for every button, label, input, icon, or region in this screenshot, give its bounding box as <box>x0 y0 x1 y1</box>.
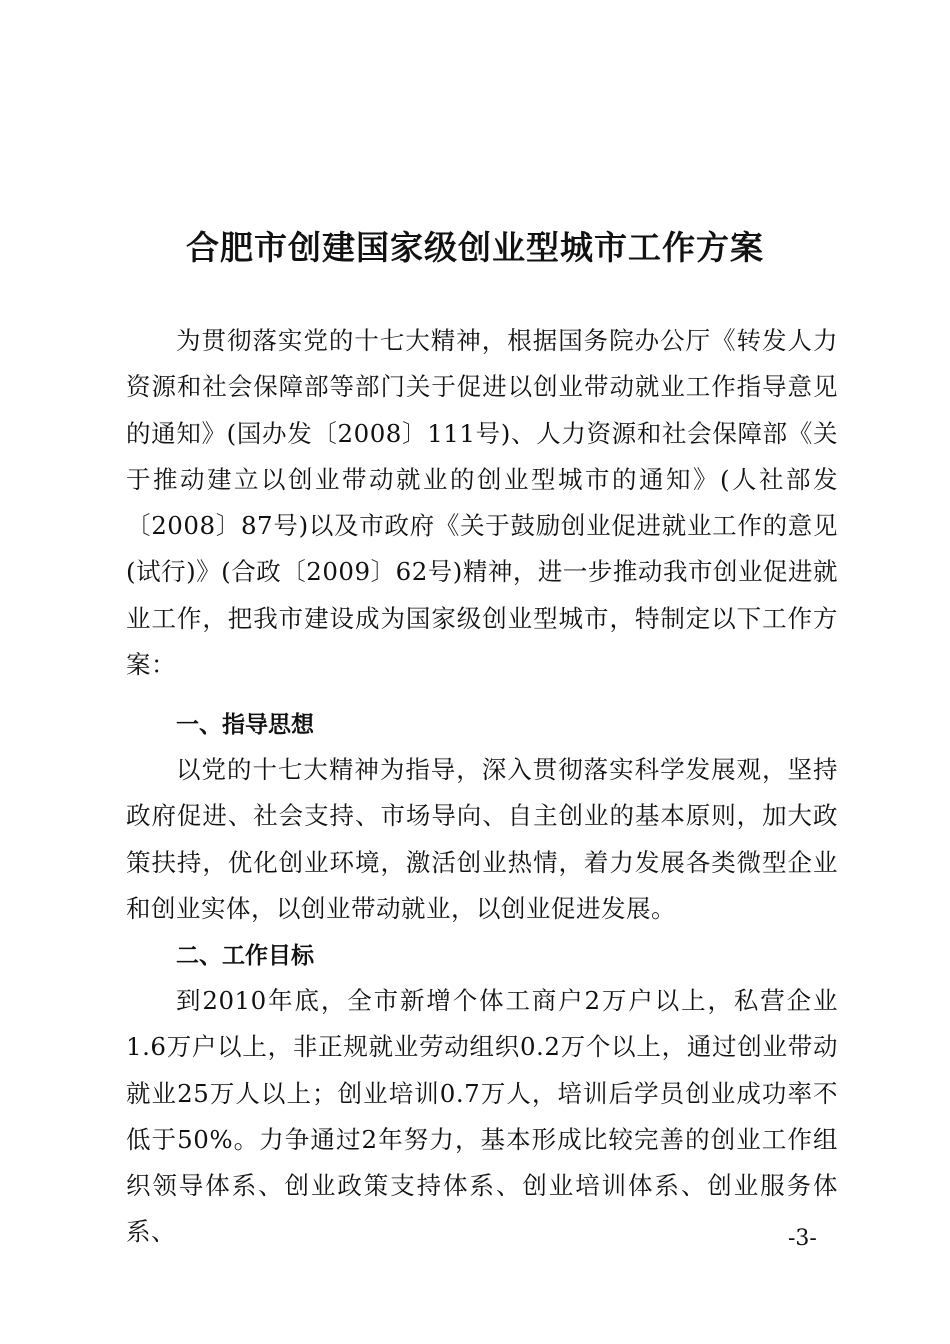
guiding-thought-paragraph: 以党的十七大精神为指导，深入贯彻落实科学发展观，坚持政府促进、社会支持、市场导向、自主创业的基本原则，加大政策扶持，优化创业环境，激活创业热情，着力发展各类微型企业和创业实体，以创业带动就业，以创业促进发展。 <box>126 755 838 923</box>
document-title: 合肥市创建国家级创业型城市工作方案 <box>186 228 764 267</box>
page-number: -3- <box>788 1226 817 1251</box>
intro-paragraph: 为贯彻落实党的十七大精神，根据国务院办公厅《转发人力资源和社会保障部等部门关于促进以创业带动就业工作指导意见的通知》(国办发〔2008〕111号)、人力资源和社会保障部《关于推动建立以创业带动就业的创业型城市的通知》(人社部发〔2008〕87号)以及市政府《关于鼓励创业促进就业工作的意见(试行)》(合政〔2009〕62号)精神，进一步推动我市创业促进就业工作，把我市建设成为国家级创业型城市，特制定以下工作方案： <box>126 326 838 680</box>
section-heading-work-goals: 二、工作目标 <box>176 943 314 969</box>
work-goals-paragraph: 到2010年底，全市新增个体工商户2万户以上，私营企业1.6万户以上，非正规就业劳动组织0.2万个以上，通过创业带动就业25万人以上；创业培训0.7万人，培训后学员创业成功率不低于50%。力争通过2年努力，基本形成比较完善的创业工作组织领导体系、创业政策支持体系、创业培训体系、创业服务体系、 <box>126 986 838 1247</box>
section-heading-guiding-thought: 一、指导思想 <box>176 712 314 738</box>
